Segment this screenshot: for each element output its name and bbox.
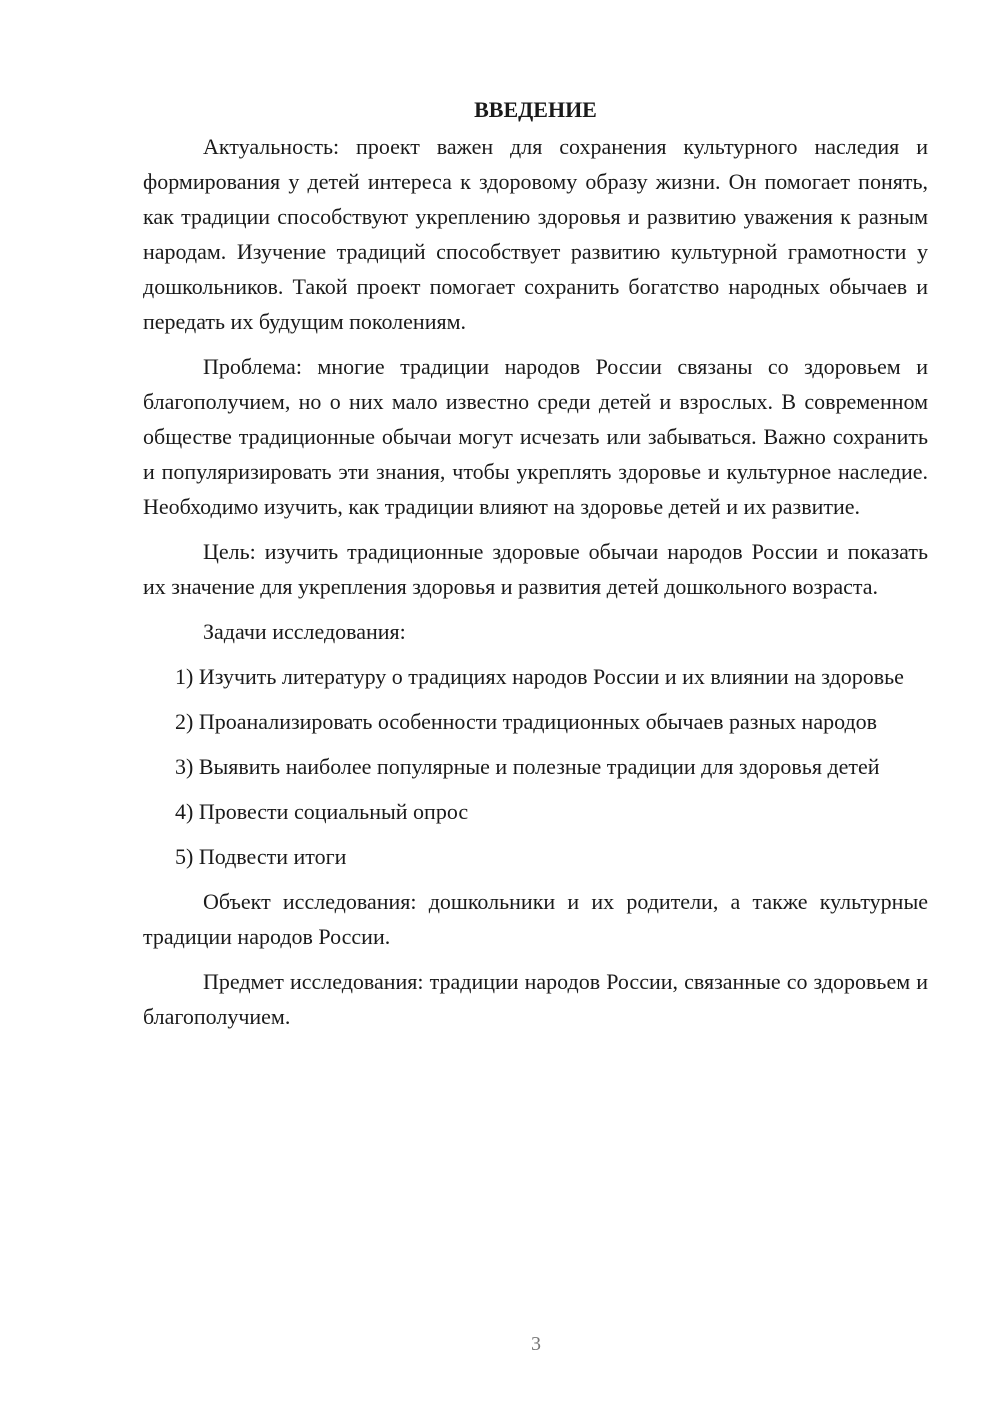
task-item-3: 3) Выявить наиболее популярные и полезные традиции для здоровья детей <box>175 754 880 779</box>
section-heading: ВВЕДЕНИЕ <box>474 97 597 122</box>
tasks-list <box>143 659 928 874</box>
relevance-paragraph: Актуальность: проект важен для сохранения культурного наследия и формирования у детей интереса к здоровому образу жизни. Он помогает понять, как традиции способствуют укреплению здоровья и развитию уважения к разным народам. Изучение традиций способствует развитию культурной грамотности у дошкольников. Такой проект помогает сохранить богатство народных обычаев и передать их будущим поколениям. <box>143 134 928 334</box>
task-item-2: 2) Проанализировать особенности традиционных обычаев разных народов <box>175 709 878 734</box>
subject-paragraph: Предмет исследования: традиции народов России, связанные со здоровьем и благополучием. <box>143 969 928 1029</box>
task-item-5: 5) Подвести итоги <box>175 844 347 869</box>
goal-paragraph: Цель: изучить традиционные здоровые обычаи народов России и показать их значение для укрепления здоровья и развития детей дошкольного возраста. <box>143 539 928 599</box>
page-content <box>143 92 928 1044</box>
problem-paragraph: Проблема: многие традиции народов России связаны со здоровьем и благополучием, но о них мало известно среди детей и взрослых. В современном обществе традиционные обычаи могут исчезать или забываться. Важно сохранить и популяризировать эти знания, чтобы укреплять здоровье и культурное наследие. Необходимо изучить, как традиции влияют на здоровье детей и их развитие. <box>143 354 928 519</box>
task-item-4: 4) Провести социальный опрос <box>175 799 469 824</box>
tasks-label: Задачи исследования: <box>203 619 406 644</box>
task-item-1: 1) Изучить литературу о традициях народов России и их влиянии на здоровье <box>175 664 904 689</box>
object-paragraph: Объект исследования: дошкольники и их родители, а также культурные традиции народов России. <box>143 889 928 949</box>
page-number: 3 <box>531 1333 541 1355</box>
